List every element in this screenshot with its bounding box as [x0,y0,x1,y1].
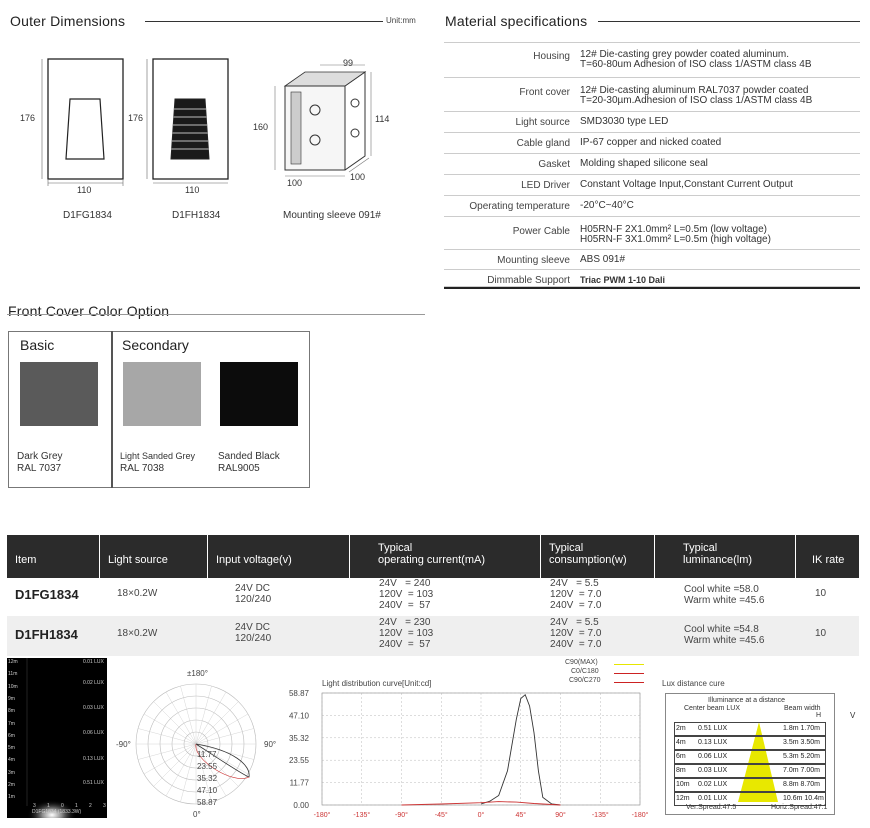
spec-value-2: T=20-30µm.Adhesion of ISO class 1/ASTM class 4B [580,95,813,106]
color-title-rule [7,314,425,315]
spec-value: ABS 091# [580,254,626,265]
row-ik: 10 [815,628,827,639]
lux-row-value: 0.51 LUX [698,725,728,732]
beam-distance-label: 10m [8,683,18,690]
material-rule [598,21,860,22]
spec-bottom-rule [444,287,860,289]
x-tick-label: 45° [515,812,527,819]
spec-value: IP-67 copper and nicked coated [580,137,722,148]
spec-key: Operating temperature [469,201,570,212]
spec-row [444,42,860,78]
spec-key: Gasket [538,159,570,170]
beam-distance-label: 6m [8,732,15,739]
fig3-top: 99 [343,58,354,68]
y-tick-label: 11.77 [289,778,309,788]
color-name-2: Sanded Black [218,451,280,462]
y-tick-label: 23.55 [288,756,309,766]
lux-row-distance: 10m [676,781,690,788]
spec-value: H05RN-F 2X1.0mm² L=0.5m (low voltage) [580,224,768,235]
header-label: Item [15,554,37,566]
fig3-w1: 100 [287,178,303,188]
swatch-sanded-black [220,362,298,426]
spec-row [444,78,860,112]
row-voltage: 24V DC 120/240 [235,622,272,644]
beam-distance-label: 11m [8,671,18,678]
polar-left: -90° [116,740,131,749]
polar-top: ±180° [187,669,208,678]
fig3-h2: 114 [375,114,390,124]
lux-header: Illuminance at a distance [708,697,786,704]
beam-distance-label: 12m [8,659,18,665]
beam-distance-label: 8m [8,708,15,715]
color-name-1: Light Sanded Grey [120,451,196,461]
fig2-name: D1FH1834 [172,210,221,221]
lux-row-value: 0.02 LUX [698,781,728,788]
th-item [7,535,99,578]
row-source: 18×0.2W [117,628,158,639]
fig1-name: D1FG1834 [63,210,112,221]
legend-label: C0/C180 [571,668,599,675]
y-tick-label: 35.32 [288,733,309,743]
beam-tick: 1 [47,803,50,809]
fig2-height: 176 [128,113,144,123]
spec-row [444,154,860,175]
spec-value: Constant Voltage Input,Constant Current Output [580,179,793,190]
beam-tick: 2 [89,803,92,809]
spec-row [444,175,860,196]
beam-lux-label: 0.01 LUX [83,659,104,665]
spec-key: Housing [533,51,570,62]
polar-ring-label: 35.32 [197,774,218,783]
spec-value: 12# Die-casting aluminum RAL7037 powder coated [580,85,809,96]
spec-value-2: H05RN-F 3X1.0mm² L=0.5m (high voltage) [580,234,771,245]
row-luminance: Cool white =58.0 Warm white =45.6 [684,584,765,606]
lux-row-width: 3.5m 3.50m [783,739,820,746]
spec-key: LED Driver [521,180,570,191]
x-tick-label: 0° [477,812,485,819]
lux-row-width: 8.8m 8.70m [783,781,820,788]
header-label: IK rate [812,554,845,566]
row-ik: 10 [815,588,827,599]
x-tick-label: -135° [353,812,371,819]
polar-right: 90° [264,740,277,749]
fig1-height: 176 [20,113,36,123]
row-source: 18×0.2W [117,588,158,599]
spec-key: Power Cable [512,226,570,237]
material-title: Material specifications [445,13,588,29]
fig3-h1: 160 [253,122,269,132]
beam-distance-label: 2m [8,782,15,788]
spec-value: Triac PWM 1-10 Dali [580,275,666,285]
th-luminance [655,535,795,578]
th-current [350,535,540,578]
th-consumption [541,535,654,578]
lux-ver: Ver.Spread:47.5 [686,804,737,811]
spec-row [444,133,860,154]
legend-label: C90(MAX) [565,659,598,666]
beam-lux-label: 0.03 LUX [83,705,104,711]
header-label: Input voltage(v) [216,554,292,566]
basic-label: Basic [20,337,55,353]
lux-center: Center beam LUX [684,705,741,712]
outer-dimensions-title: Outer Dimensions [10,13,126,29]
spec-row [444,196,860,217]
polar-ring-label: 58.87 [197,798,218,807]
header-label: Typical operating current(mA) [378,542,485,566]
beam-tick: 3 [103,803,106,809]
header-label: Typical luminance(lm) [683,542,753,566]
x-tick-label: -180° [631,812,649,819]
unit-label: Unit:mm [386,16,416,25]
spec-key: Dimmable Support [487,275,570,286]
lux-hor: Horiz.Spread:47.1 [771,804,828,811]
lux-row-distance: 12m [676,795,690,802]
spec-key: Front cover [519,87,570,98]
row-current: 24V = 240 120V = 103 240V = 57 [379,578,434,611]
spec-key: Cable gland [516,138,570,149]
table-row [7,578,859,616]
color-name-0: Dark Grey [17,451,63,462]
spec-row [444,270,860,287]
beam-lux-label: 0.06 LUX [83,730,104,736]
row-item: D1FH1834 [15,627,78,642]
polar-ring-label: 23.55 [197,762,218,771]
light-distribution-chart [280,660,650,828]
color-ral-1: RAL 7038 [120,463,165,474]
header-label: Light source [108,554,168,566]
spec-row [444,250,860,270]
lux-row-width: 5.3m 5.20m [783,753,820,760]
spec-value: Molding shaped silicone seal [580,158,708,169]
color-option-title: Front Cover Color Option [8,303,170,319]
fig3-name: Mounting sleeve 091# [283,210,381,221]
x-tick-label: -180° [313,812,331,819]
legend-label: C90/C270 [569,677,601,684]
lux-row-distance: 4m [676,739,686,746]
beam-distance-label: 9m [8,695,15,702]
row-consumption: 24V = 5.5 120V = 7.0 240V = 7.0 [550,617,602,650]
row-luminance: Cool white =54.8 Warm white =45.6 [684,624,765,646]
color-ral-0: RAL 7037 [17,463,62,474]
x-tick-label: -135° [591,812,609,819]
lux-row-width: 10.6m 10.4m [783,795,824,802]
polar-ring-label: 47.10 [197,786,218,795]
beam-tick: 3 [33,803,36,809]
x-tick-label: -45° [434,812,448,819]
row-voltage: 24V DC 120/240 [235,583,272,605]
spec-value: 12# Die-casting grey powder coated aluminum. [580,49,789,60]
beam-distance-label: 4m [8,757,15,764]
beam-distance-label: 7m [8,720,15,727]
row-current: 24V = 230 120V = 103 240V = 57 [379,617,434,650]
th-light-source [100,535,207,578]
row-item: D1FG1834 [15,587,79,602]
lux-row-value: 0.06 LUX [698,753,728,760]
th-ik [796,535,859,578]
beam-caption: D1FG1834 (1833.3W) [32,809,82,815]
lux-v: V [850,711,856,720]
lux-row-value: 0.03 LUX [698,767,728,774]
beam-tick: 0 [61,803,64,809]
spec-key: Light source [515,117,570,128]
header-label: Typical consumption(w) [549,542,627,566]
fig1-width: 110 [77,185,92,195]
spec-row [444,112,860,133]
swatch-light-sanded-grey [123,362,201,426]
color-ral-2: RAL9005 [218,463,260,474]
y-tick-label: 47.10 [288,711,309,721]
x-tick-label: -90° [395,812,408,819]
title-rule [145,21,383,22]
spec-row [444,217,860,250]
y-tick-label: 58.87 [288,689,309,698]
lux-row-distance: 2m [676,725,686,732]
beam-distance-label: 3m [8,769,15,776]
x-tick-label: 90° [555,812,566,819]
fig3-w2: 100 [350,172,366,182]
lux-h: H [816,712,822,719]
table-row [7,616,859,656]
d1fh1834-drawing [125,55,235,205]
spec-value-2: T=60-80um Adhesion of ISO class 1/ASTM class 4B [580,59,812,70]
secondary-label: Secondary [122,337,189,353]
lux-panel [665,693,835,815]
lux-title: Lux distance cure [662,679,725,688]
lux-row-distance: 8m [676,767,686,774]
beam-lux-label: 0.02 LUX [83,680,104,686]
beam-distance-label: 1m [8,794,15,801]
spec-key: Mounting sleeve [497,255,570,266]
beam-lux-label: 0.13 LUX [83,756,104,762]
spec-value: -20°C~40°C [580,200,634,211]
row-consumption: 24V = 5.5 120V = 7.0 240V = 7.0 [550,578,602,611]
beam-tick: 1 [75,803,78,809]
y-tick-label: 0.00 [293,801,309,810]
d1fg1834-drawing [20,55,130,205]
beam-distance-label: 5m [8,745,15,752]
chart-title: Light distribution curve[Unit:cd] [322,679,432,688]
th-input-voltage [208,535,349,578]
lux-row-width: 1.8m 1.70m [783,725,820,732]
spec-value: SMD3030 type LED [580,116,669,127]
swatch-dark-grey [20,362,98,426]
lux-row-value: 0.13 LUX [698,739,728,746]
polar-ring-label: 11.77 [197,750,217,759]
fig2-width: 110 [185,185,200,195]
polar-bottom: 0° [193,810,201,819]
beam-lux-label: 0.51 LUX [83,780,104,786]
lux-row-width: 7.0m 7.00m [783,767,820,774]
lux-row-distance: 6m [676,753,686,760]
color-divider [111,331,113,488]
lux-width: Beam width [784,705,821,712]
beam-image [7,658,107,818]
lux-row-value: 0.01 LUX [698,795,728,802]
